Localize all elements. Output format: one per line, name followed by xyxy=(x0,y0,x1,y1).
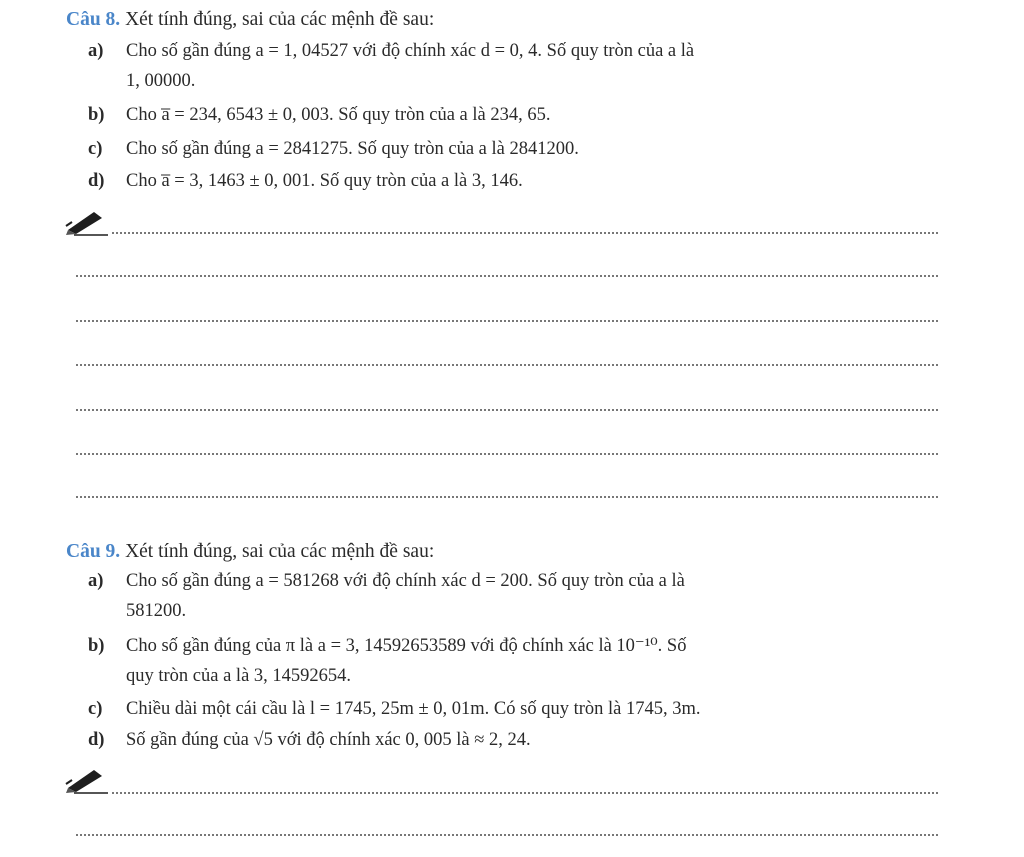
statement-label: b) xyxy=(88,105,105,125)
statement-text: Cho số gần đúng a = 581268 với độ chính xác d = 200. Số quy tròn của a là xyxy=(126,571,685,591)
q9-statement-a xyxy=(88,566,938,596)
pencil-icon xyxy=(64,766,110,794)
answer-line xyxy=(76,453,938,455)
answer-line xyxy=(76,364,938,366)
q9-statement-a-continuation: 581200. xyxy=(126,601,187,621)
statement-text: Cho số gần đúng a = 1, 04527 với độ chính xác d = 0, 4. Số quy tròn của a là xyxy=(126,41,695,61)
q9-statement-b xyxy=(88,631,938,661)
q9-statement-b-continuation: quy tròn của a là 3, 14592654. xyxy=(126,666,352,686)
q8-statement-c xyxy=(88,134,938,164)
statement-label: c) xyxy=(88,699,103,719)
statement-label: d) xyxy=(88,171,105,191)
question-prompt: Xét tính đúng, sai của các mệnh đề sau: xyxy=(125,9,435,30)
statement-label: a) xyxy=(88,41,104,61)
question-8-title xyxy=(66,8,434,32)
question-9-title xyxy=(66,540,434,564)
statement-text: Cho a̅ = 3, 1463 ± 0, 001. Số quy tròn của a là 3, 146. xyxy=(126,171,523,191)
answer-line xyxy=(76,409,938,411)
statement-label: c) xyxy=(88,139,103,159)
question-number: Câu 9. xyxy=(66,541,121,562)
statement-text: Cho số gần đúng của π là a = 3, 14592653589 với độ chính xác là 10⁻¹⁰. Số xyxy=(126,636,687,656)
statement-text: Cho số gần đúng a = 2841275. Số quy tròn của a là 2841200. xyxy=(126,139,579,159)
statement-text: Số gần đúng của √5 với độ chính xác 0, 005 là ≈ 2, 24. xyxy=(126,730,531,750)
answer-line xyxy=(76,834,938,836)
q8-statement-d xyxy=(88,166,938,196)
answer-line xyxy=(76,275,938,277)
q9-statement-d xyxy=(88,725,938,755)
question-number: Câu 8. xyxy=(66,9,121,30)
question-prompt: Xét tính đúng, sai của các mệnh đề sau: xyxy=(125,541,435,562)
answer-line xyxy=(112,792,938,794)
statement-text: Chiều dài một cái cầu là l = 1745, 25m ± 0, 01m. Có số quy tròn là 1745, 3m. xyxy=(126,699,701,719)
answer-line xyxy=(112,232,938,234)
statement-label: d) xyxy=(88,730,105,750)
q8-statement-a xyxy=(88,36,938,66)
q8-statement-a-continuation: 1, 00000. xyxy=(126,71,196,91)
statement-label: a) xyxy=(88,571,104,591)
statement-label: b) xyxy=(88,636,105,656)
answer-line xyxy=(76,496,938,498)
pencil-icon xyxy=(64,208,110,236)
answer-line xyxy=(76,320,938,322)
statement-text: Cho a̅ = 234, 6543 ± 0, 003. Số quy tròn của a là 234, 65. xyxy=(126,105,551,125)
q8-statement-b xyxy=(88,100,938,130)
q9-statement-c xyxy=(88,694,938,724)
